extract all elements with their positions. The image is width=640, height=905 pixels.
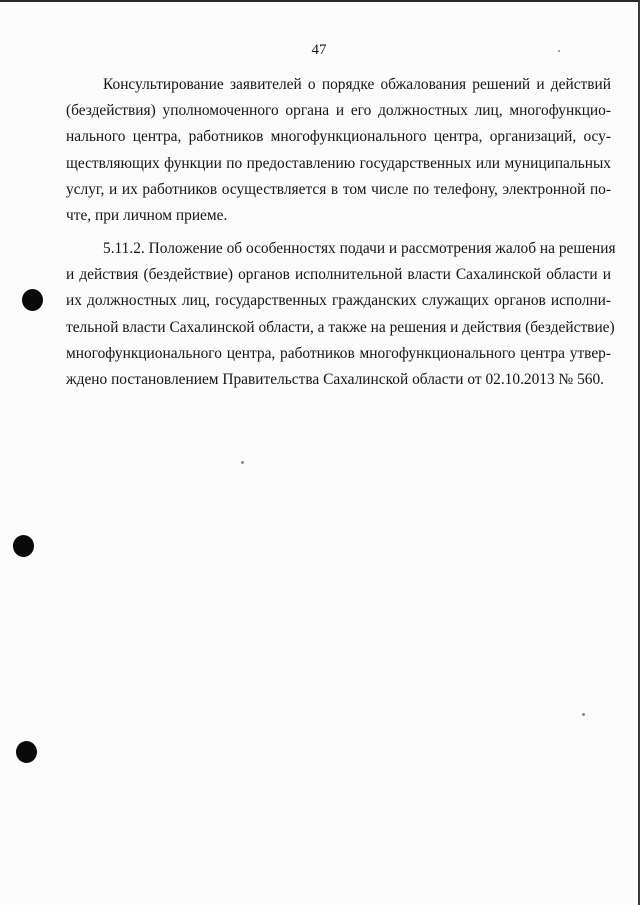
- paragraph-line: ждено постановлением Правительства Сахалинской области от 02.10.2013 № 560.: [66, 371, 605, 388]
- paragraph-line: нального центра, работников многофункционального центра, организаций, осу-: [66, 128, 611, 145]
- paragraph-line: 5.11.2. Положение об особенностях подачи и рассмотрения жалоб на решения: [103, 240, 616, 257]
- scan-speck: [558, 50, 560, 52]
- punch-hole: [16, 741, 37, 763]
- scan-speck: [241, 461, 244, 464]
- scan-speck: [582, 713, 585, 716]
- paragraph-line: тельной власти Сахалинской области, а также на решения и действия (бездействие): [66, 319, 615, 336]
- paragraph-line: Консультирование заявителей о порядке обжалования решений и действий: [103, 76, 611, 93]
- paragraph-line: и действия (бездействие) органов исполнительной власти Сахалинской области и: [66, 266, 611, 283]
- paragraph-line: их должностных лиц, государственных гражданских служащих органов исполни-: [66, 292, 611, 309]
- page-number: 47: [311, 42, 327, 58]
- paragraph-line: чте, при личном приеме.: [66, 207, 228, 224]
- punch-hole: [22, 289, 43, 311]
- paragraph-line: услуг, и их работников осуществляется в том числе по телефону, электронной по-: [66, 181, 611, 198]
- punch-hole: [13, 535, 34, 557]
- paragraph-line: (бездействия) уполномоченного органа и его должностных лиц, многофункцио-: [66, 102, 611, 119]
- paragraph-line: многофункционального центра, работников многофункционального центра утвер-: [66, 345, 611, 362]
- paragraph-line: ществляющих функции по предоставлению государственных или муниципальных: [66, 155, 611, 172]
